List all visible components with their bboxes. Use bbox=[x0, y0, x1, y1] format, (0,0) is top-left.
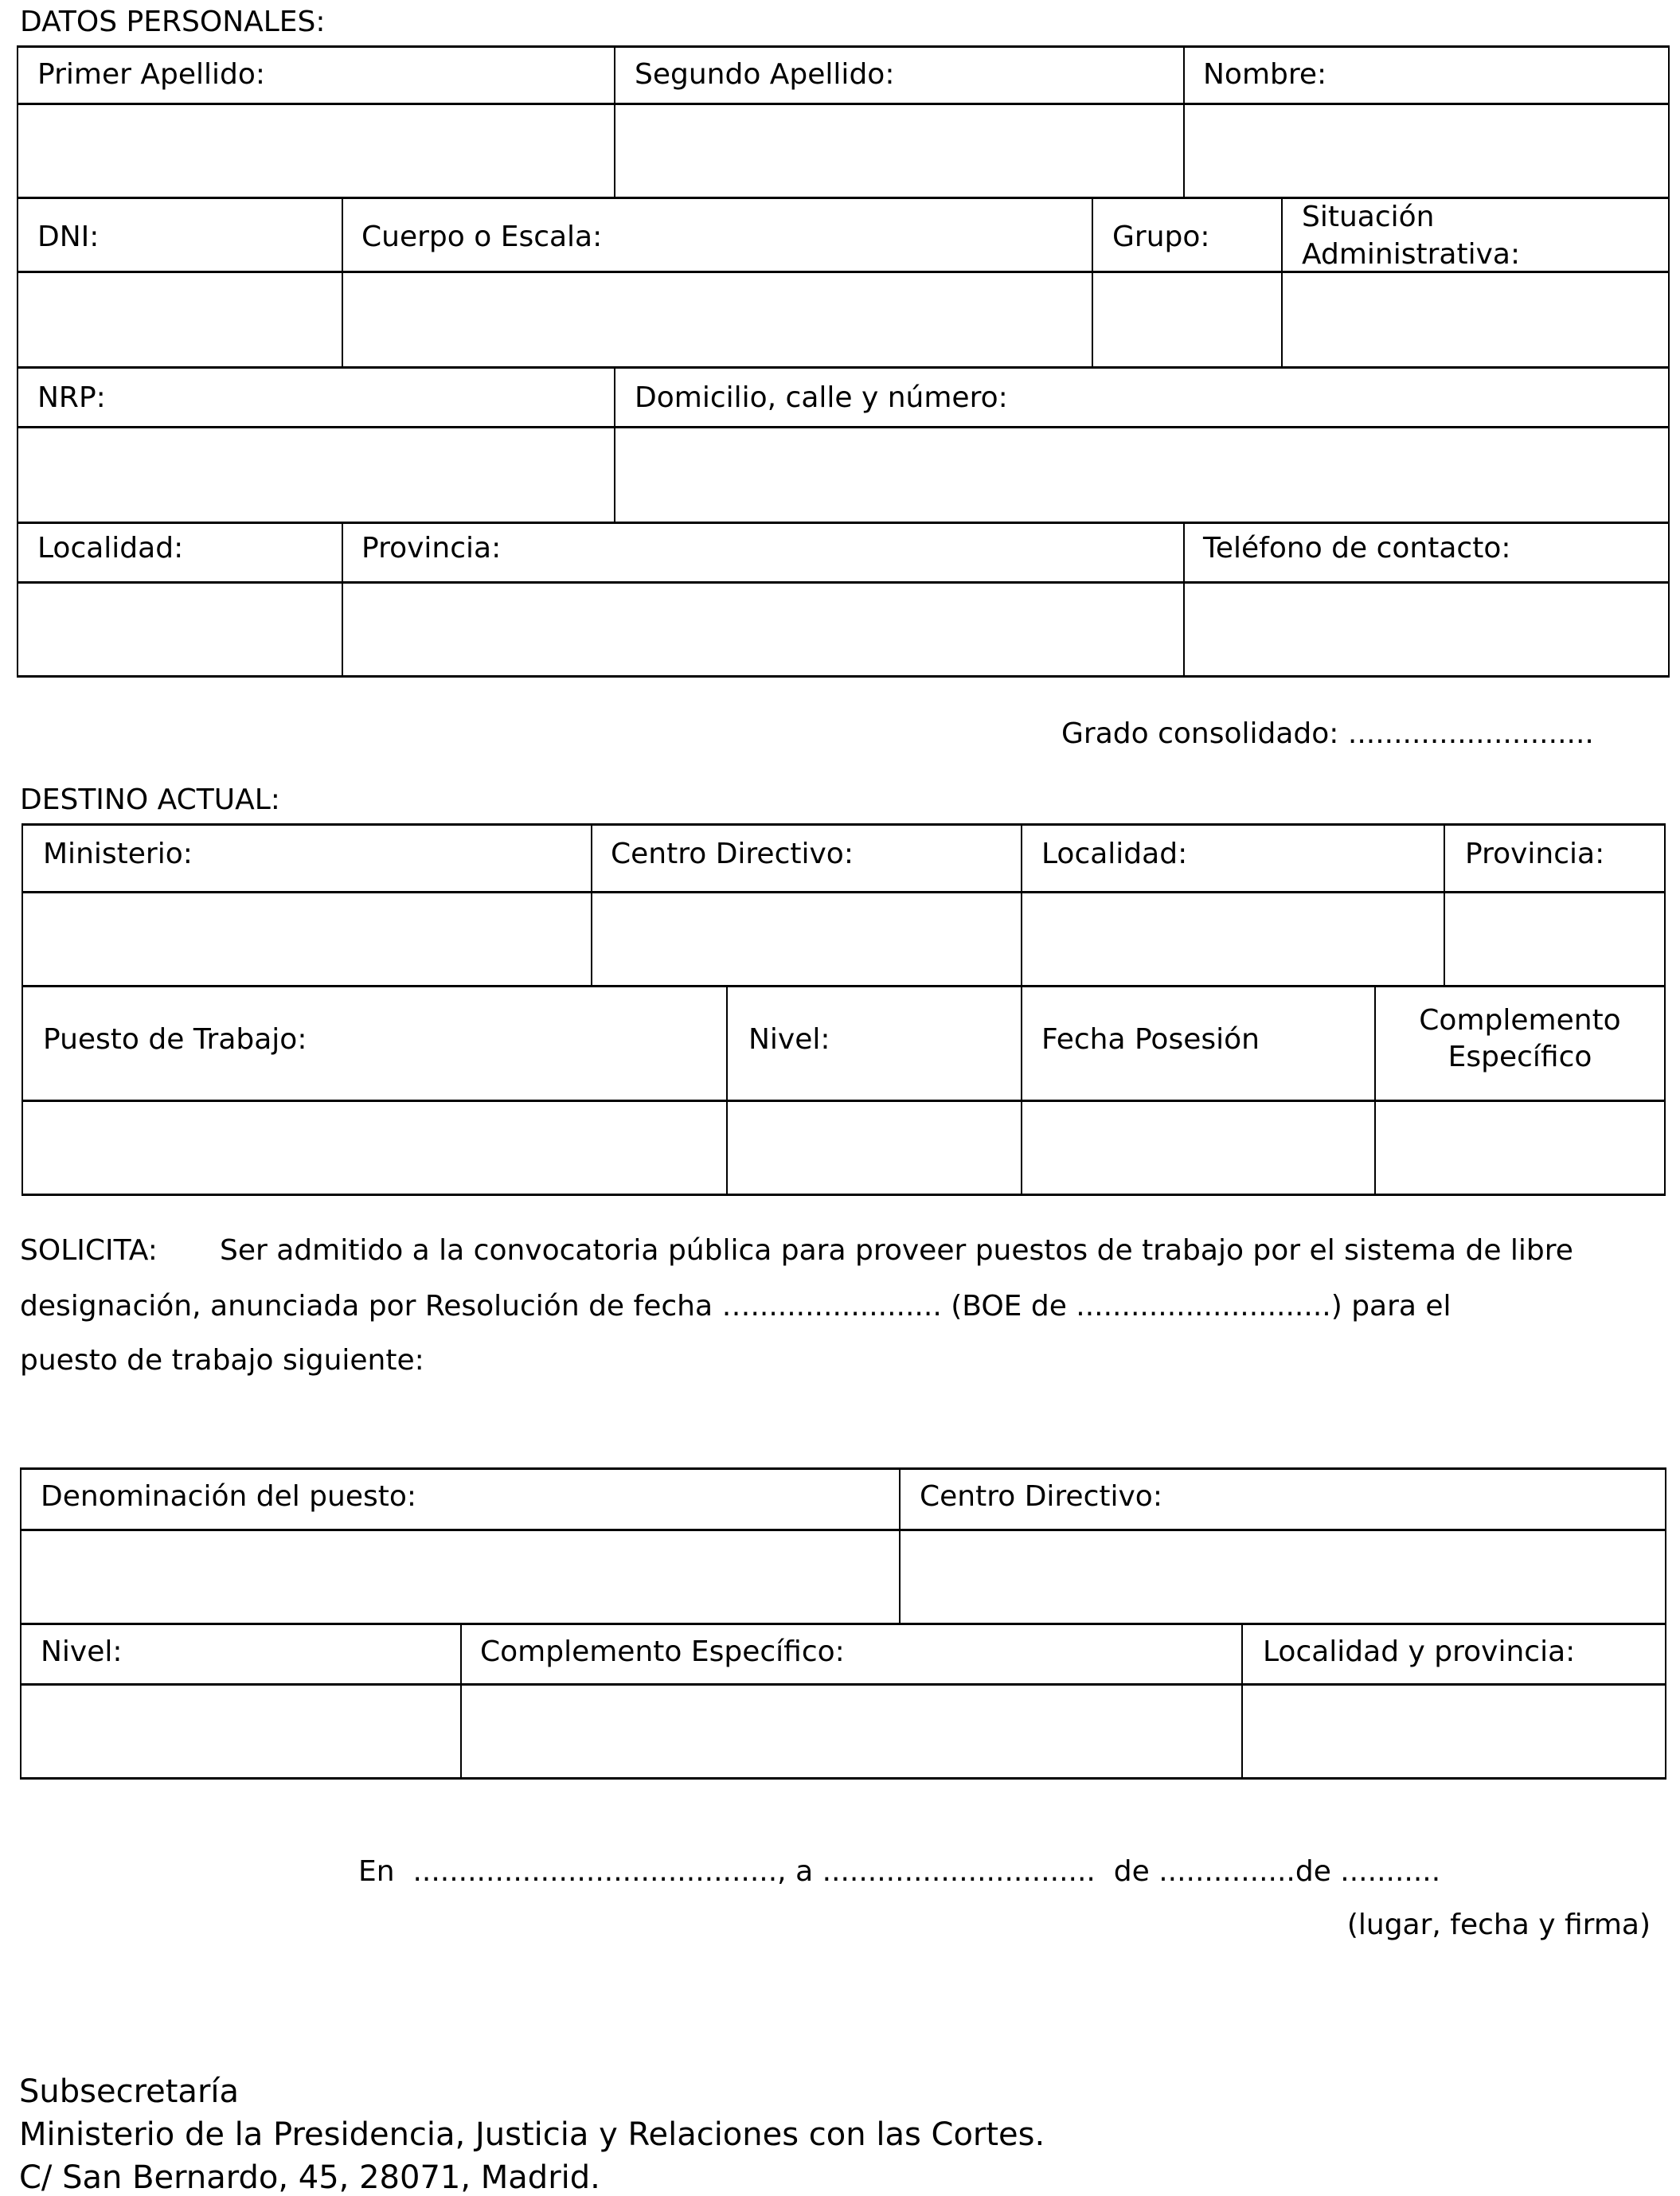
table-border bbox=[1668, 45, 1670, 678]
label-denominacion: Denominación del puesto: bbox=[41, 1480, 417, 1513]
table-border bbox=[614, 45, 615, 197]
table-border bbox=[20, 1777, 1666, 1780]
label-localidad: Localidad: bbox=[37, 532, 184, 565]
provincia-field[interactable] bbox=[1446, 894, 1663, 984]
localidad-field[interactable] bbox=[19, 584, 341, 674]
recipient-line-3: C/ San Bernardo, 45, 28071, Madrid. bbox=[19, 2159, 600, 2196]
label-grupo: Grupo: bbox=[1112, 221, 1210, 253]
table-border bbox=[21, 1100, 1666, 1102]
dni-field[interactable] bbox=[19, 274, 341, 365]
table-border bbox=[17, 197, 1670, 199]
telefono-field[interactable] bbox=[1186, 584, 1667, 674]
table-border bbox=[1021, 985, 1022, 1195]
label-provincia: Provincia: bbox=[1465, 838, 1605, 870]
table-border bbox=[460, 1623, 462, 1779]
label-domicilio: Domicilio, calle y número: bbox=[635, 381, 1008, 414]
segundo-apellido-field[interactable] bbox=[616, 106, 1182, 196]
solicita-line-3: puesto de trabajo siguiente: bbox=[20, 1344, 424, 1377]
table-border bbox=[1183, 522, 1185, 676]
table-border bbox=[899, 1467, 901, 1624]
table-border bbox=[17, 45, 1670, 48]
section-heading-destino-actual: DESTINO ACTUAL: bbox=[20, 783, 280, 816]
ministerio-field[interactable] bbox=[24, 894, 590, 984]
label-nrp: NRP: bbox=[37, 381, 106, 414]
recipient-line-1: Subsecretaría bbox=[19, 2073, 240, 2110]
label-fecha-posesion: Fecha Posesión bbox=[1041, 1023, 1260, 1056]
table-border bbox=[342, 522, 343, 676]
cuerpo-escala-field[interactable] bbox=[344, 274, 1091, 365]
label-centro-directivo: Centro Directivo: bbox=[920, 1480, 1162, 1513]
table-border bbox=[614, 366, 615, 522]
nivel-field[interactable] bbox=[729, 1103, 1020, 1193]
localidad-provincia-field[interactable] bbox=[1244, 1686, 1664, 1776]
table-border bbox=[1281, 197, 1283, 367]
table-border bbox=[1183, 45, 1185, 197]
label-segundo-apellido: Segundo Apellido: bbox=[635, 58, 895, 91]
table-border bbox=[17, 103, 1670, 105]
grado-consolidado-label: Grado consolidado: bbox=[1061, 717, 1339, 750]
table-border bbox=[726, 985, 728, 1195]
table-border bbox=[20, 1467, 21, 1780]
table-border bbox=[342, 197, 343, 367]
domicilio-field[interactable] bbox=[616, 429, 1667, 521]
lugar-fecha-firma-caption: (lugar, fecha y firma) bbox=[1346, 1909, 1651, 1941]
label-primer-apellido: Primer Apellido: bbox=[37, 58, 265, 91]
label-nombre: Nombre: bbox=[1203, 58, 1327, 91]
table-border bbox=[21, 985, 1666, 987]
table-border bbox=[1664, 823, 1666, 1196]
table-border bbox=[17, 271, 1670, 273]
fecha-posesion-field[interactable] bbox=[1023, 1103, 1373, 1193]
label-situacion-line2: Administrativa: bbox=[1302, 238, 1521, 271]
label-ministerio: Ministerio: bbox=[43, 838, 193, 870]
table-border bbox=[1241, 1623, 1243, 1779]
nivel-field[interactable] bbox=[22, 1686, 459, 1776]
label-nivel: Nivel: bbox=[748, 1023, 830, 1056]
solicita-line-2[interactable]: designación, anunciada por Resolución de fecha …..................... (BOE de ............................) para el bbox=[20, 1290, 1451, 1323]
puesto-trabajo-field[interactable] bbox=[24, 1103, 725, 1193]
grupo-field[interactable] bbox=[1094, 274, 1280, 365]
table-border bbox=[21, 1194, 1666, 1196]
table-border bbox=[20, 1529, 1666, 1531]
table-border bbox=[1021, 823, 1022, 986]
centro-directivo-field[interactable] bbox=[901, 1532, 1664, 1622]
nombre-field[interactable] bbox=[1186, 106, 1667, 196]
grado-consolidado-blank[interactable]: ........................... bbox=[1347, 717, 1594, 750]
label-nivel: Nivel: bbox=[41, 1635, 123, 1668]
lugar-fecha-line[interactable]: En ........................................, a .............................. de ...............de ........... bbox=[358, 1855, 1441, 1888]
label-provincia: Provincia: bbox=[361, 532, 502, 565]
table-border bbox=[20, 1467, 1666, 1470]
complemento-especifico-field[interactable] bbox=[463, 1686, 1240, 1776]
table-border bbox=[21, 891, 1666, 893]
table-border bbox=[591, 823, 592, 986]
label-dni: DNI: bbox=[37, 221, 100, 253]
complemento-especifico-field[interactable] bbox=[1377, 1103, 1663, 1193]
label-centro-directivo: Centro Directivo: bbox=[611, 838, 854, 870]
table-border bbox=[21, 823, 1666, 826]
solicita-label: SOLICITA: bbox=[20, 1234, 158, 1267]
label-localidad-provincia: Localidad y provincia: bbox=[1263, 1635, 1576, 1668]
table-border bbox=[1444, 823, 1445, 986]
label-situacion-line1: Situación bbox=[1302, 201, 1435, 233]
table-border bbox=[1665, 1467, 1666, 1780]
table-border bbox=[17, 45, 18, 678]
section-heading-datos-personales: DATOS PERSONALES: bbox=[20, 6, 326, 38]
label-telefono: Teléfono de contacto: bbox=[1203, 532, 1511, 565]
label-puesto-trabajo: Puesto de Trabajo: bbox=[43, 1023, 307, 1056]
table-border bbox=[17, 366, 1670, 369]
table-border bbox=[1092, 197, 1093, 367]
table-border bbox=[21, 823, 23, 1196]
label-complemento-especifico: Complemento Específico: bbox=[480, 1635, 845, 1668]
situacion-administrativa-field[interactable] bbox=[1283, 274, 1667, 365]
label-localidad: Localidad: bbox=[1041, 838, 1188, 870]
table-border bbox=[20, 1683, 1666, 1686]
label-cuerpo-escala: Cuerpo o Escala: bbox=[361, 221, 603, 253]
nrp-field[interactable] bbox=[19, 429, 613, 521]
localidad-field[interactable] bbox=[1023, 894, 1443, 984]
provincia-field[interactable] bbox=[344, 584, 1182, 674]
table-border bbox=[17, 522, 1670, 524]
denominacion-field[interactable] bbox=[22, 1532, 898, 1622]
table-border bbox=[17, 426, 1670, 428]
primer-apellido-field[interactable] bbox=[19, 106, 613, 196]
grado-consolidado[interactable] bbox=[1061, 718, 1594, 750]
label-complemento-line1: Complemento bbox=[1419, 1004, 1621, 1037]
table-border bbox=[20, 1623, 1666, 1625]
table-border bbox=[17, 581, 1670, 584]
table-border bbox=[17, 675, 1670, 678]
centro-directivo-field[interactable] bbox=[593, 894, 1020, 984]
solicita-line-1: Ser admitido a la convocatoria pública para proveer puestos de trabajo por el sistema de libre bbox=[220, 1234, 1573, 1267]
label-complemento-line2: Específico bbox=[1448, 1041, 1592, 1073]
recipient-line-2: Ministerio de la Presidencia, Justicia y Relaciones con las Cortes. bbox=[19, 2116, 1045, 2153]
